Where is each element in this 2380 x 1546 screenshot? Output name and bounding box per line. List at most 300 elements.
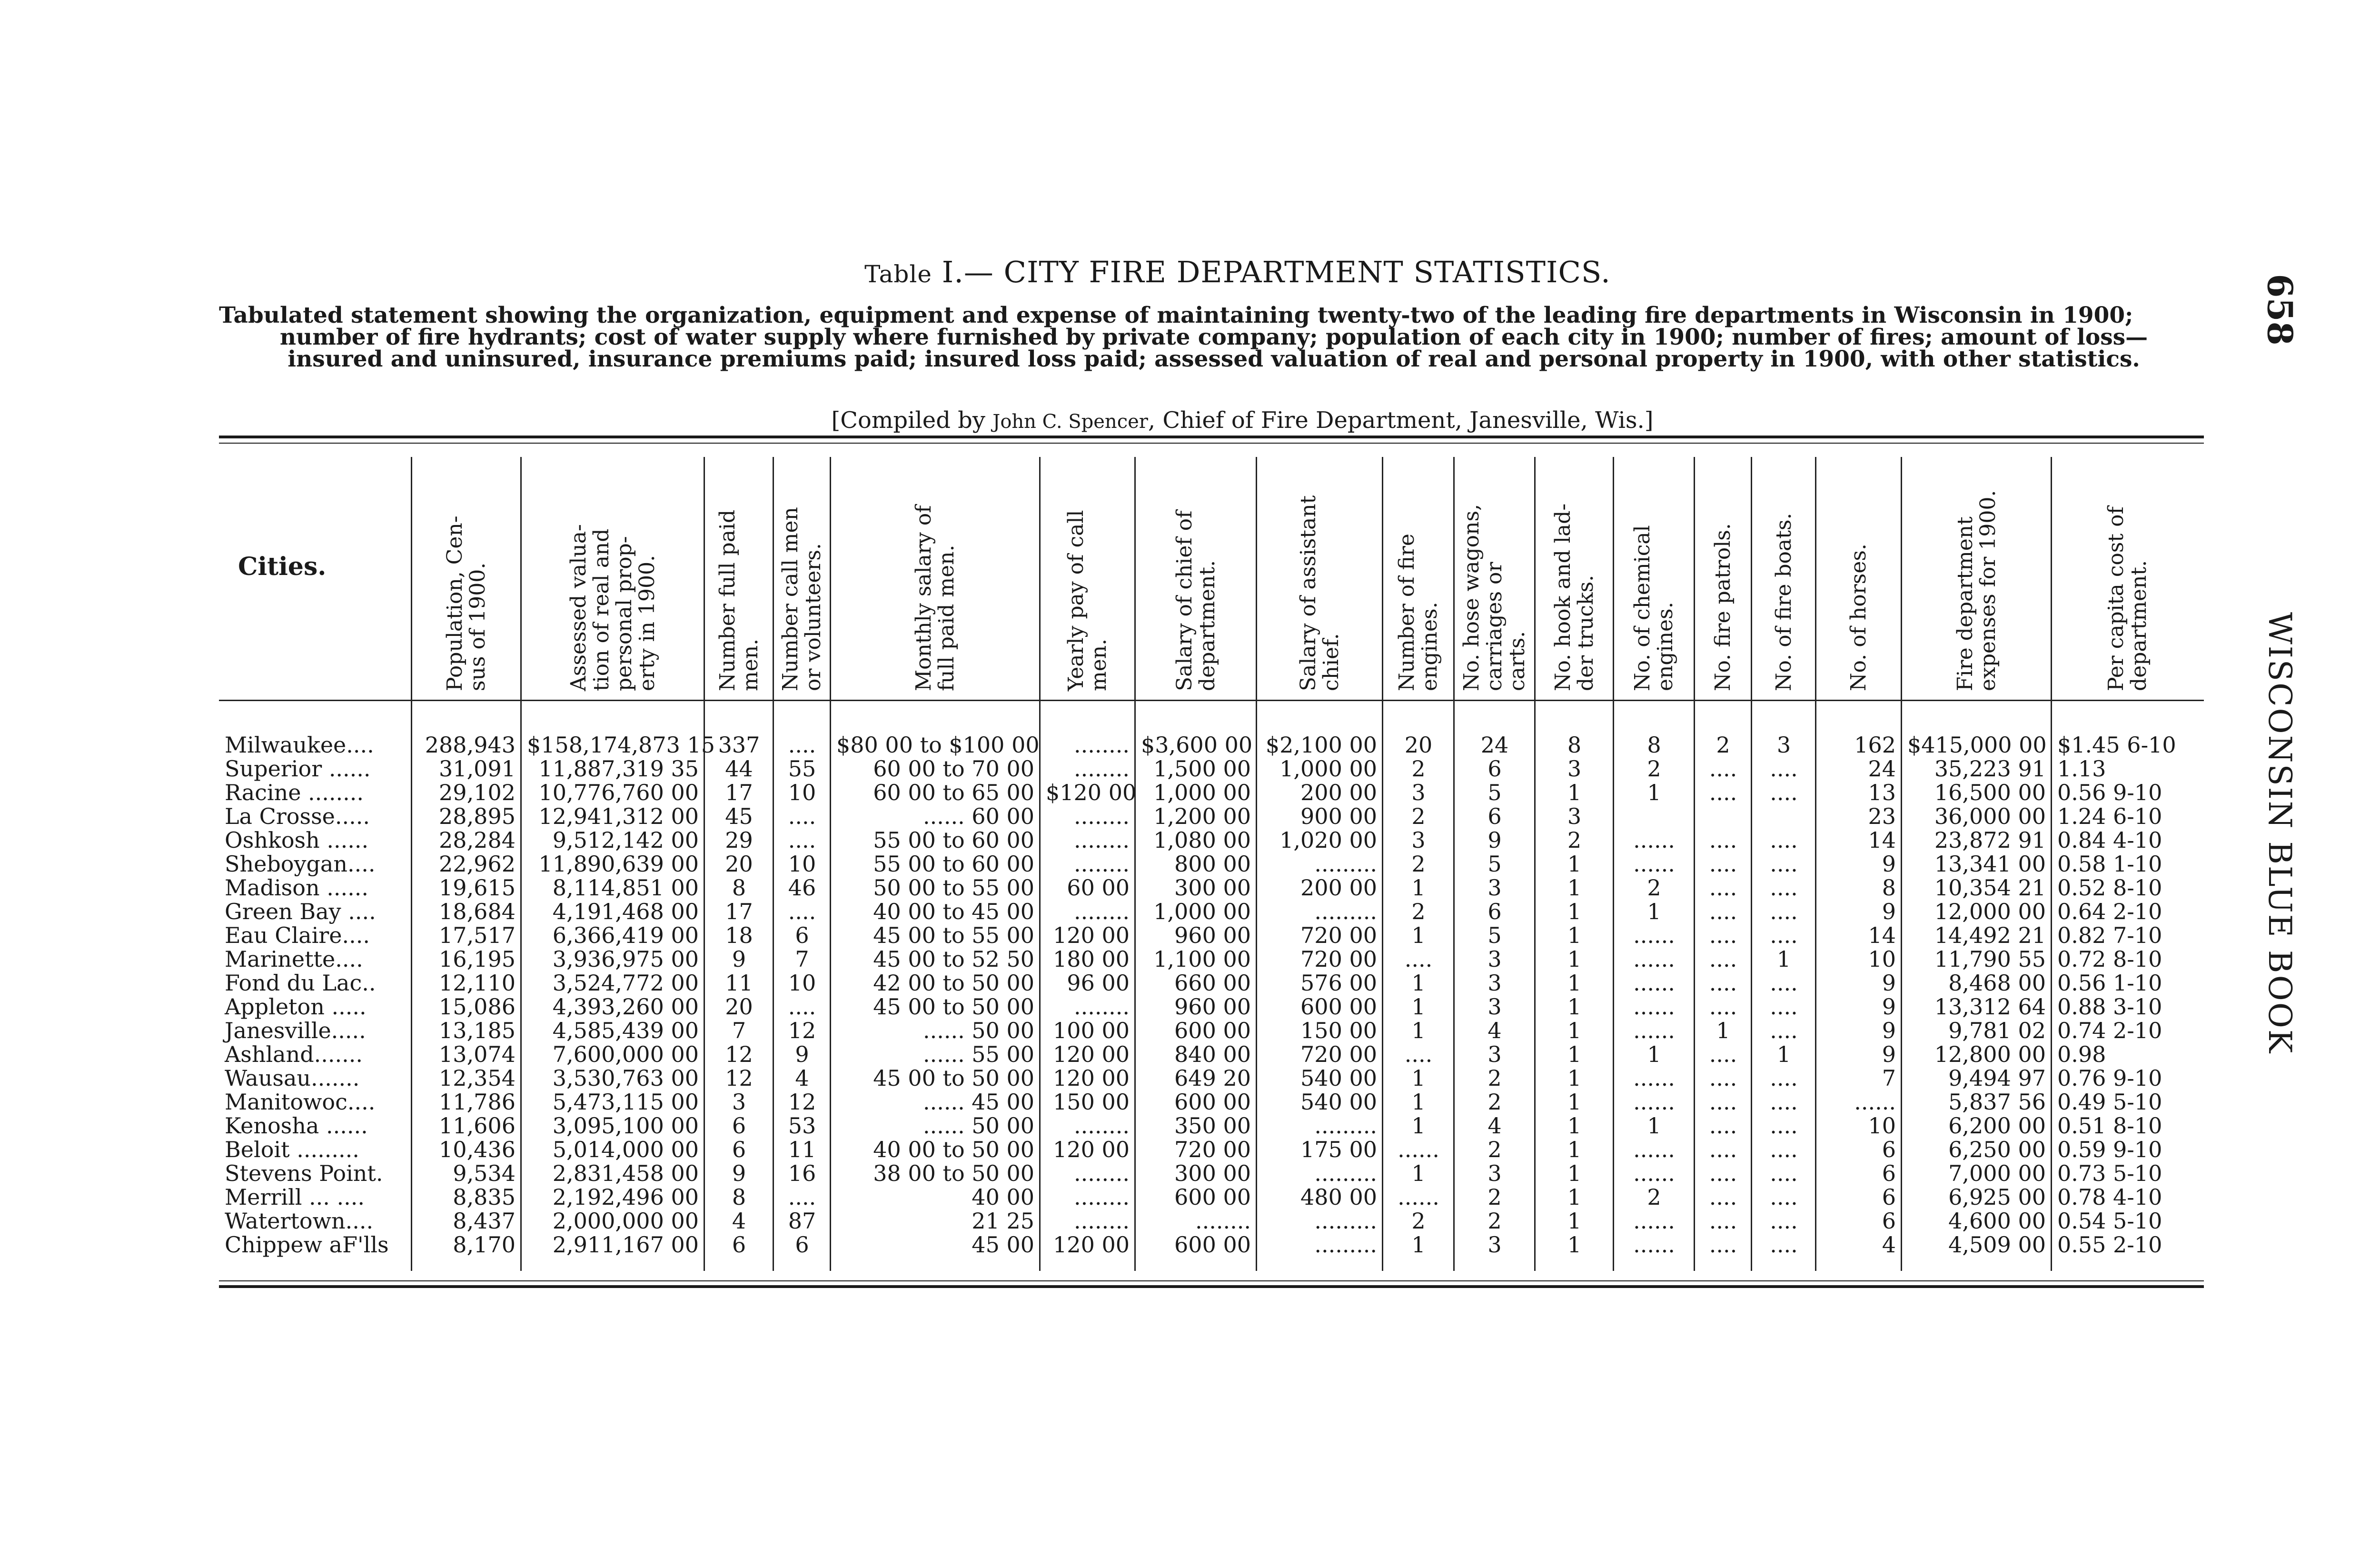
- cell-call: 6: [795, 1232, 809, 1258]
- cell-val: 6,366,419 00: [552, 922, 699, 948]
- cell-val: $158,174,873 15: [527, 732, 715, 758]
- cell-per: 0.51 8-10: [2057, 1113, 2162, 1139]
- running-head-text: WISCONSIN BLUE BOOK: [2261, 612, 2299, 1054]
- column-header-monthly: [831, 457, 1040, 700]
- cell-city: Green Bay ....: [225, 899, 376, 924]
- cell-full: 12: [725, 1041, 753, 1067]
- cell-pat: ....: [1709, 946, 1737, 972]
- compiler-name: John C. Spencer: [992, 411, 1148, 433]
- cell-exp: 35,223 91: [1934, 756, 2046, 782]
- cell-per: 0.54 5-10: [2057, 1208, 2162, 1234]
- cell-chem: 1: [1647, 1041, 1661, 1067]
- cell-boat: ....: [1770, 1089, 1798, 1115]
- cell-val: 3,530,763 00: [552, 1065, 699, 1091]
- cell-chem: ......: [1633, 851, 1675, 877]
- cell-boat: ....: [1770, 899, 1798, 924]
- cell-chem: ......: [1633, 1089, 1675, 1115]
- page-number-text: 658: [2260, 273, 2301, 346]
- cell-per: 0.73 5-10: [2057, 1160, 2162, 1186]
- cell-pop: 13,074: [439, 1041, 516, 1067]
- cell-pop: 10,436: [439, 1137, 516, 1162]
- column-header-text: Number of fire engines.: [1395, 534, 1442, 691]
- cell-chem: ......: [1633, 827, 1675, 853]
- cell-chief: 300 00: [1174, 1160, 1251, 1186]
- cell-pat: ....: [1709, 827, 1737, 853]
- cell-chem: 1: [1647, 899, 1661, 924]
- cell-eng: 2: [1411, 803, 1426, 829]
- cell-city: Eau Claire....: [225, 922, 370, 948]
- cell-pat: ....: [1709, 1232, 1737, 1258]
- cell-full: 8: [732, 875, 746, 901]
- cell-boat: ....: [1770, 1208, 1798, 1234]
- table-row: [219, 1161, 2204, 1185]
- cell-chief: 649 20: [1174, 1065, 1251, 1091]
- cell-full: 3: [732, 1089, 746, 1115]
- column-header-full: [704, 457, 774, 700]
- cell-monthly: 45 00 to 50 00: [873, 1065, 1034, 1091]
- cell-val: 3,524,772 00: [552, 970, 699, 996]
- cell-horse: 6: [1882, 1208, 1896, 1234]
- column-header-text: Fire department expenses for 1900.: [1953, 490, 2000, 691]
- cell-monthly: $80 00 to $100 00: [836, 732, 1040, 758]
- compiled-before: [Compiled by: [831, 407, 993, 434]
- cell-chem: 1: [1647, 780, 1661, 805]
- cell-yearly: 180 00: [1053, 946, 1130, 972]
- table-row: [219, 1233, 2204, 1257]
- compiled-after: , Chief of Fire Department, Janesville, Wis.]: [1148, 407, 1654, 434]
- cell-monthly: 45 00 to 50 00: [873, 994, 1034, 1020]
- cell-monthly: 45 00 to 52 50: [873, 946, 1034, 972]
- cell-pop: 29,102: [439, 780, 516, 805]
- cell-horse: 9: [1882, 851, 1896, 877]
- cell-hose: 3: [1488, 994, 1502, 1020]
- table-title-prefix: Table: [864, 260, 932, 288]
- cell-exp: 4,600 00: [1948, 1208, 2046, 1234]
- cell-pop: 16,195: [439, 946, 516, 972]
- cell-chief: 300 00: [1174, 875, 1251, 901]
- cell-call: 11: [788, 1137, 816, 1162]
- cell-horse: 6: [1882, 1137, 1896, 1162]
- cell-horse: 4: [1882, 1232, 1896, 1258]
- column-header-text: No. hook and lad- der trucks.: [1550, 503, 1598, 691]
- cell-exp: 13,312 64: [1934, 994, 2046, 1020]
- cell-horse: 23: [1868, 803, 1896, 829]
- cell-city: La Crosse.....: [225, 803, 370, 829]
- cell-chief: 1,000 00: [1153, 780, 1251, 805]
- cell-boat: ....: [1770, 875, 1798, 901]
- bottom-rule-thick: [219, 1285, 2204, 1288]
- cell-pop: 19,615: [439, 875, 516, 901]
- column-header-exp: [1902, 457, 2052, 700]
- cell-chem: ......: [1633, 970, 1675, 996]
- cell-yearly: 100 00: [1053, 1018, 1130, 1043]
- cell-exp: 14,492 21: [1934, 922, 2046, 948]
- cell-chem: 2: [1647, 875, 1661, 901]
- column-header-text: Per capita cost of department.: [2104, 506, 2151, 691]
- column-header-text: Number full paid men.: [715, 509, 763, 691]
- cell-call: 53: [788, 1113, 816, 1139]
- cell-monthly: 55 00 to 60 00: [873, 851, 1034, 877]
- cell-chem: 2: [1647, 756, 1661, 782]
- cell-hose: 3: [1488, 970, 1502, 996]
- column-header-call: [774, 457, 831, 700]
- cell-monthly: ...... 45 00: [922, 1089, 1034, 1115]
- column-header-city: [219, 457, 412, 700]
- cell-chem: ......: [1633, 946, 1675, 972]
- cell-hose: 6: [1488, 899, 1502, 924]
- cell-per: $1.45 6-10: [2057, 732, 2176, 758]
- cell-pop: 8,835: [453, 1184, 516, 1210]
- cell-hose: 6: [1488, 756, 1502, 782]
- cell-eng: 1: [1411, 970, 1426, 996]
- cell-yearly: ........: [1074, 851, 1130, 877]
- top-rule-thick: [219, 436, 2204, 438]
- cell-per: 1.24 6-10: [2057, 803, 2162, 829]
- cell-hook: 1: [1567, 1208, 1582, 1234]
- cell-boat: ....: [1770, 1137, 1798, 1162]
- column-header-text: Population, Cen- sus of 1900.: [443, 515, 490, 691]
- cell-yearly: 120 00: [1053, 922, 1130, 948]
- cell-hose: 4: [1488, 1018, 1502, 1043]
- cell-hook: 1: [1567, 922, 1582, 948]
- cell-boat: 1: [1776, 946, 1791, 972]
- cell-per: 0.58 1-10: [2057, 851, 2162, 877]
- cell-eng: ....: [1404, 946, 1433, 972]
- cell-asst: 150 00: [1300, 1018, 1377, 1043]
- column-header-text: Number call men or volunteers.: [778, 507, 825, 691]
- cell-chief: 600 00: [1174, 1089, 1251, 1115]
- cell-asst: 720 00: [1300, 922, 1377, 948]
- cell-val: 9,512,142 00: [552, 827, 699, 853]
- cell-val: 2,000,000 00: [552, 1208, 699, 1234]
- cell-full: 18: [725, 922, 753, 948]
- cell-eng: 1: [1411, 1018, 1426, 1043]
- table-title-rest: I.— CITY FIRE DEPARTMENT STATISTICS.: [942, 255, 1611, 289]
- cell-chief: 960 00: [1174, 994, 1251, 1020]
- cell-hook: 3: [1567, 756, 1582, 782]
- cell-chief: 840 00: [1174, 1041, 1251, 1067]
- cities-header-label: Cities.: [238, 552, 327, 581]
- cell-hook: 1: [1567, 1041, 1582, 1067]
- cell-hook: 1: [1567, 1184, 1582, 1210]
- cell-monthly: 55 00 to 60 00: [873, 827, 1034, 853]
- cell-pat: ....: [1709, 780, 1737, 805]
- cell-horse: 6: [1882, 1184, 1896, 1210]
- cell-hose: 2: [1488, 1137, 1502, 1162]
- cell-yearly: 96 00: [1067, 970, 1130, 996]
- table-row: [219, 971, 2204, 995]
- cell-per: 0.56 1-10: [2057, 970, 2162, 996]
- cell-yearly: ........: [1074, 827, 1130, 853]
- cell-monthly: ...... 50 00: [922, 1113, 1034, 1139]
- cell-full: 8: [732, 1184, 746, 1210]
- cell-boat: ....: [1770, 1113, 1798, 1139]
- intro-line-1: Tabulated statement showing the organization, equipment and expense of maintaining twenty-two of the leading fire departments in Wisconsin in 1900;: [219, 302, 2133, 328]
- column-header-pat: [1695, 457, 1752, 700]
- cell-full: 6: [732, 1232, 746, 1258]
- cell-monthly: ...... 60 00: [922, 803, 1034, 829]
- cell-asst: 720 00: [1300, 1041, 1377, 1067]
- cell-pop: 11,786: [439, 1089, 516, 1115]
- cell-exp: 16,500 00: [1934, 780, 2046, 805]
- cell-hose: 2: [1488, 1184, 1502, 1210]
- cell-asst: .........: [1314, 1208, 1377, 1234]
- cell-horse: 9: [1882, 994, 1896, 1020]
- cell-hook: 1: [1567, 780, 1582, 805]
- cell-yearly: 150 00: [1053, 1089, 1130, 1115]
- cell-city: Superior ......: [225, 756, 371, 782]
- cell-call: 7: [795, 946, 809, 972]
- cell-yearly: ........: [1074, 994, 1130, 1020]
- cell-val: 12,941,312 00: [538, 803, 699, 829]
- cell-full: 9: [732, 1160, 746, 1186]
- column-header-val: [521, 457, 704, 700]
- cell-pop: 28,895: [439, 803, 516, 829]
- cell-yearly: 120 00: [1053, 1041, 1130, 1067]
- cell-hose: 6: [1488, 803, 1502, 829]
- cell-city: Kenosha ......: [225, 1113, 368, 1139]
- cell-eng: 1: [1411, 1065, 1426, 1091]
- cell-yearly: 120 00: [1053, 1232, 1130, 1258]
- cell-horse: 24: [1868, 756, 1896, 782]
- cell-exp: 10,354 21: [1934, 875, 2046, 901]
- cell-pat: ....: [1709, 1160, 1737, 1186]
- cell-chief: 1,500 00: [1153, 756, 1251, 782]
- cell-city: Ashland.......: [225, 1041, 363, 1067]
- cell-asst: 576 00: [1300, 970, 1377, 996]
- cell-chief: 600 00: [1174, 1018, 1251, 1043]
- cell-hook: 1: [1567, 1018, 1582, 1043]
- cell-chief: 1,000 00: [1153, 899, 1251, 924]
- cell-chief: 600 00: [1174, 1184, 1251, 1210]
- cell-val: 2,831,458 00: [552, 1160, 699, 1186]
- cell-horse: 9: [1882, 1018, 1896, 1043]
- table-row: [219, 900, 2204, 923]
- table-row: [219, 852, 2204, 876]
- running-head: [2228, 595, 2332, 1071]
- cell-asst: .........: [1314, 899, 1377, 924]
- cell-call: ....: [788, 1184, 816, 1210]
- cell-boat: ....: [1770, 970, 1798, 996]
- cell-eng: 2: [1411, 756, 1426, 782]
- cell-full: 9: [732, 946, 746, 972]
- cell-val: 11,890,639 00: [538, 851, 699, 877]
- cell-val: 3,095,100 00: [552, 1113, 699, 1139]
- cell-yearly: $120 00: [1046, 780, 1137, 805]
- cell-chem: 2: [1647, 1184, 1661, 1210]
- cell-eng: 20: [1404, 732, 1433, 758]
- cell-boat: 3: [1776, 732, 1791, 758]
- intro-line-3: insured and uninsured, insurance premiums paid; insured loss paid; assessed valuation of real and personal property in 1900, with other statistics.: [288, 346, 2140, 372]
- cell-val: 4,585,439 00: [552, 1018, 699, 1043]
- column-header-hook: [1535, 457, 1614, 700]
- cell-call: 4: [795, 1065, 809, 1091]
- cell-asst: 480 00: [1300, 1184, 1377, 1210]
- table-row: [219, 1114, 2204, 1138]
- cell-hose: 9: [1488, 827, 1502, 853]
- cell-chem: ......: [1633, 1065, 1675, 1091]
- cell-eng: 2: [1411, 899, 1426, 924]
- cell-full: 20: [725, 994, 753, 1020]
- cell-pat: ....: [1709, 875, 1737, 901]
- cell-chem: ......: [1633, 1018, 1675, 1043]
- cell-pat: ....: [1709, 1208, 1737, 1234]
- cell-eng: ....: [1404, 1041, 1433, 1067]
- cell-val: 5,014,000 00: [552, 1137, 699, 1162]
- page-number: [2256, 257, 2304, 362]
- cell-call: 10: [788, 851, 816, 877]
- cell-pop: 17,517: [439, 922, 516, 948]
- intro-line-2: number of fire hydrants; cost of water supply where furnished by private company; population of each city in 1900; number of fires; amount of loss—: [279, 324, 2148, 350]
- table-title: [762, 255, 1714, 289]
- cell-yearly: ........: [1074, 1184, 1130, 1210]
- cell-hook: 1: [1567, 1065, 1582, 1091]
- cell-asst: 720 00: [1300, 946, 1377, 972]
- cell-val: 7,600,000 00: [552, 1041, 699, 1067]
- cell-hose: 3: [1488, 946, 1502, 972]
- cell-hook: 8: [1567, 732, 1582, 758]
- bottom-rule-thin: [219, 1280, 2204, 1281]
- cell-pat: ....: [1709, 899, 1737, 924]
- cell-call: 16: [788, 1160, 816, 1186]
- cell-exp: 6,200 00: [1948, 1113, 2046, 1139]
- cell-boat: ....: [1770, 922, 1798, 948]
- cell-exp: 9,781 02: [1948, 1018, 2046, 1043]
- header-rule: [219, 700, 2204, 701]
- cell-call: 10: [788, 780, 816, 805]
- cell-eng: 1: [1411, 1232, 1426, 1258]
- table-row: [219, 876, 2204, 900]
- cell-eng: ......: [1398, 1137, 1439, 1162]
- cell-yearly: ........: [1074, 756, 1130, 782]
- cell-exp: 6,250 00: [1948, 1137, 2046, 1162]
- cell-city: Sheboygan....: [225, 851, 376, 877]
- cell-monthly: ...... 50 00: [922, 1018, 1034, 1043]
- cell-asst: 540 00: [1300, 1065, 1377, 1091]
- cell-horse: 162: [1854, 732, 1896, 758]
- cell-chief: 600 00: [1174, 1232, 1251, 1258]
- cell-chem: ......: [1633, 1232, 1675, 1258]
- cell-exp: 23,872 91: [1934, 827, 2046, 853]
- cell-full: 44: [725, 756, 753, 782]
- cell-horse: 6: [1882, 1160, 1896, 1186]
- cell-pop: 8,170: [453, 1232, 516, 1258]
- cell-horse: 9: [1882, 970, 1896, 996]
- column-header-yearly: [1040, 457, 1135, 700]
- column-header-hose: [1454, 457, 1535, 700]
- cell-hose: 24: [1480, 732, 1509, 758]
- cell-hook: 1: [1567, 970, 1582, 996]
- cell-eng: 3: [1411, 827, 1426, 853]
- cell-hose: 5: [1488, 780, 1502, 805]
- cell-city: Janesville.....: [225, 1018, 366, 1043]
- cell-eng: 1: [1411, 1113, 1426, 1139]
- cell-exp: 9,494 97: [1948, 1065, 2046, 1091]
- cell-monthly: 60 00 to 65 00: [873, 780, 1034, 805]
- column-header-pop: [412, 457, 521, 700]
- cell-horse: 14: [1868, 827, 1896, 853]
- cell-asst: 1,000 00: [1279, 756, 1377, 782]
- cell-call: 55: [788, 756, 816, 782]
- cell-exp: 12,800 00: [1934, 1041, 2046, 1067]
- cell-pop: 11,606: [439, 1113, 516, 1139]
- cell-hook: 1: [1567, 1160, 1582, 1186]
- cell-city: Madison ......: [225, 875, 368, 901]
- cell-asst: 1,020 00: [1279, 827, 1377, 853]
- cell-eng: ......: [1398, 1184, 1439, 1210]
- cell-per: 0.82 7-10: [2057, 922, 2162, 948]
- cell-pop: 288,943: [425, 732, 516, 758]
- column-header-horse: [1816, 457, 1902, 700]
- cell-yearly: ........: [1074, 803, 1130, 829]
- cell-per: 0.84 4-10: [2057, 827, 2162, 853]
- cell-hose: 5: [1488, 851, 1502, 877]
- cell-pat: ....: [1709, 1184, 1737, 1210]
- cell-boat: ....: [1770, 1018, 1798, 1043]
- cell-eng: 1: [1411, 994, 1426, 1020]
- table-row: [219, 1138, 2204, 1161]
- cell-pop: 12,110: [439, 970, 516, 996]
- cell-chief: 1,200 00: [1153, 803, 1251, 829]
- cell-exp: 4,509 00: [1948, 1232, 2046, 1258]
- cell-boat: ....: [1770, 851, 1798, 877]
- cell-city: Marinette....: [225, 946, 363, 972]
- cell-full: 17: [725, 780, 753, 805]
- cell-chem: 1: [1647, 1113, 1661, 1139]
- column-header-text: No. of horses.: [1846, 544, 1871, 691]
- cell-eng: 1: [1411, 1160, 1426, 1186]
- table-row: [219, 781, 2204, 804]
- cell-pat: ....: [1709, 756, 1737, 782]
- cell-pop: 8,437: [453, 1208, 516, 1234]
- cell-pop: 18,684: [439, 899, 516, 924]
- cell-val: 5,473,115 00: [552, 1089, 699, 1115]
- cell-per: 0.98: [2057, 1041, 2106, 1067]
- cell-pat: ....: [1709, 1137, 1737, 1162]
- cell-call: 12: [788, 1018, 816, 1043]
- cell-call: ....: [788, 994, 816, 1020]
- cell-pop: 31,091: [439, 756, 516, 782]
- cell-full: 20: [725, 851, 753, 877]
- cell-chief: 960 00: [1174, 922, 1251, 948]
- cell-val: 11,887,319 35: [538, 756, 699, 782]
- cell-boat: ....: [1770, 1160, 1798, 1186]
- cell-full: 12: [725, 1065, 753, 1091]
- cell-chem: ......: [1633, 994, 1675, 1020]
- cell-chief: 720 00: [1174, 1137, 1251, 1162]
- cell-val: 4,191,468 00: [552, 899, 699, 924]
- cell-eng: 3: [1411, 780, 1426, 805]
- cell-monthly: 42 00 to 50 00: [873, 970, 1034, 996]
- cell-asst: 600 00: [1300, 994, 1377, 1020]
- cell-boat: ....: [1770, 1232, 1798, 1258]
- cell-monthly: 40 00 to 50 00: [873, 1137, 1034, 1162]
- cell-hook: 1: [1567, 994, 1582, 1020]
- cell-hose: 5: [1488, 922, 1502, 948]
- cell-city: Appleton .....: [225, 994, 367, 1020]
- cell-yearly: ........: [1074, 1113, 1130, 1139]
- cell-yearly: ........: [1074, 899, 1130, 924]
- cell-asst: .........: [1314, 851, 1377, 877]
- cell-hook: 1: [1567, 899, 1582, 924]
- cell-pat: ....: [1709, 1089, 1737, 1115]
- cell-boat: ....: [1770, 1184, 1798, 1210]
- cell-per: 0.64 2-10: [2057, 899, 2162, 924]
- cell-hose: 3: [1488, 875, 1502, 901]
- cell-chief: $3,600 00: [1141, 732, 1253, 758]
- cell-yearly: ........: [1074, 732, 1130, 758]
- column-header-text: Salary of assistant chief.: [1296, 495, 1343, 691]
